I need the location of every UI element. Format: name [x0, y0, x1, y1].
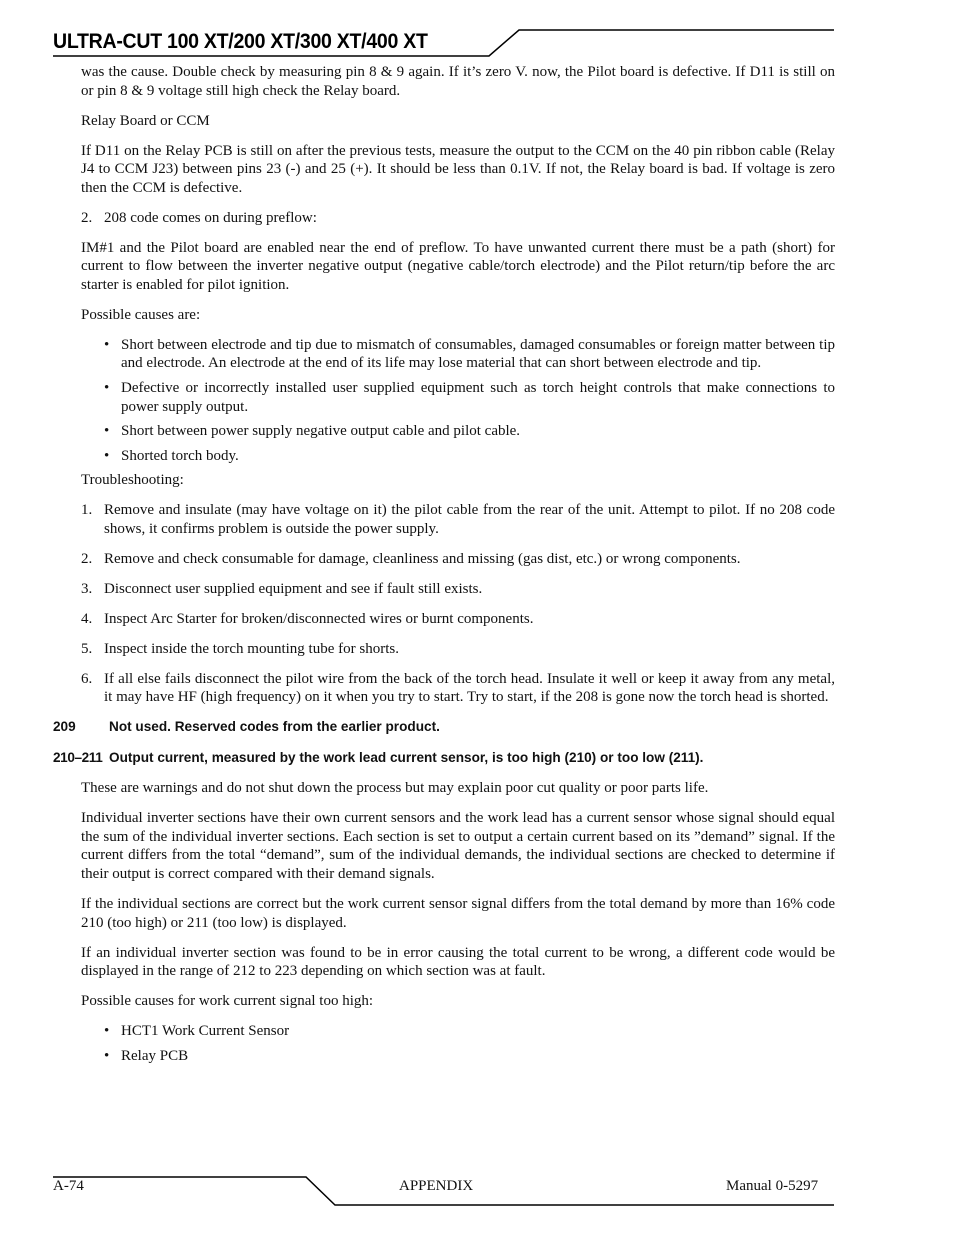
- bullet-text: Relay PCB: [121, 1047, 189, 1064]
- list-number: 5.: [81, 640, 93, 657]
- bullet-icon: •: [104, 380, 110, 397]
- body-paragraph: was the cause. Double check by measuring pin 8 & 9 again. If it’s zero V. now, the Pilot board is defective. If D11 is still on or pin 8 & 9 voltage still high check the Relay board.: [81, 64, 835, 99]
- list-item: [81, 580, 835, 599]
- list-item: [81, 550, 835, 569]
- list-number: 3.: [81, 580, 93, 597]
- causes-list: [81, 336, 835, 466]
- list-text: Disconnect user supplied equipment and see if fault still exists.: [104, 580, 483, 597]
- list-text: Remove and insulate (may have voltage on it) the pilot cable from the rear of the unit. Attempt to pilot. If no 208 code shows, it confirms problem is outside the power supply.: [104, 502, 835, 537]
- causes-label: Possible causes are:: [81, 306, 201, 323]
- bullet-item: [81, 379, 835, 416]
- list-item: [81, 209, 835, 228]
- footer-section: APPENDIX: [399, 1178, 474, 1194]
- code-208-heading-list: [81, 209, 835, 228]
- bullet-icon: •: [104, 1023, 110, 1040]
- list-item: [81, 670, 835, 707]
- list-number: 1.: [81, 502, 93, 519]
- body-paragraph: If an individual inverter section was found to be in error causing the total current to be wrong, a different code would be displayed in the range of 212 to 223 depending on which section was at fault.: [81, 944, 835, 980]
- list-number: 2.: [81, 209, 93, 226]
- bullet-text: HCT1 Work Current Sensor: [121, 1023, 290, 1040]
- code-description: Output current, measured by the work lead current sensor, is too high (210) or too low (211).: [109, 749, 704, 765]
- bullet-icon: •: [104, 447, 110, 464]
- body-paragraph: Individual inverter sections have their own current sensors and the work lead has a current sensor whose signal should equal the sum of the individual inverter sections. Each section is set to output a certain current based on its ”demand” signal. If the current differs from the total “demand”, sum of the individual demands, the individual sections are checked to determine if their output is correct compared with their demand signals.: [81, 810, 835, 883]
- code-209-heading: [53, 718, 835, 737]
- bullet-icon: •: [104, 423, 110, 440]
- document-title: ULTRA-CUT 100 XT/200 XT/300 XT/400 XT: [53, 30, 428, 53]
- list-item: [81, 501, 835, 538]
- error-code: 210–211: [53, 749, 103, 765]
- subheading: Relay Board or CCM: [81, 112, 210, 129]
- body-paragraph: If D11 on the Relay PCB is still on after the previous tests, measure the output to the CCM on the 40 pin ribbon cable (Relay J4 to CCM J23) between pins 23 (-) and 25 (+). It should be less than 0.1V. If not, the Relay board is bad. If voltage is zero then the CCM is defective.: [81, 142, 835, 196]
- bullet-icon: •: [104, 1047, 110, 1064]
- list-text: Inspect Arc Starter for broken/disconnected wires or burnt components.: [104, 610, 534, 627]
- list-text: If all else fails disconnect the pilot wire from the back of the torch head. Insulate it well or keep it away from any metal, it may have HF (high frequency) on it when you try to start. Try to start, if the 208 is gone now the torch head is shorted.: [104, 670, 835, 706]
- bullet-item: [81, 1047, 835, 1066]
- high-signal-causes-list: [81, 1022, 835, 1065]
- bullet-item: [81, 1022, 835, 1041]
- list-text: 208 code comes on during preflow:: [104, 209, 317, 226]
- list-number: 4.: [81, 610, 93, 627]
- list-text: Remove and check consumable for damage, cleanliness and missing (gas dist, etc.) or wrong components.: [104, 550, 741, 567]
- page-number: A-74: [53, 1178, 84, 1194]
- body-paragraph: If the individual sections are correct but the work current sensor signal differs from the total demand by more than 16% code 210 (too high) or 211 (too low) is displayed.: [81, 896, 835, 931]
- bullet-item: [81, 336, 835, 373]
- list-text: Inspect inside the torch mounting tube for shorts.: [104, 640, 399, 657]
- bullet-item: [81, 422, 835, 441]
- bullet-text: Short between electrode and tip due to mismatch of consumables, damaged consumables or foreign matter between tip and electrode. An electrode at the end of its life may lose material that can short between electrode and tip.: [121, 336, 835, 372]
- list-number: 2.: [81, 550, 93, 567]
- list-item: [81, 610, 835, 629]
- bullet-text: Shorted torch body.: [121, 447, 239, 464]
- troubleshooting-label: Troubleshooting:: [81, 472, 184, 489]
- bullet-text: Short between power supply negative output cable and pilot cable.: [121, 423, 521, 440]
- code-210-211-heading: [53, 749, 835, 768]
- causes-label: Possible causes for work current signal too high:: [81, 993, 374, 1010]
- manual-number: Manual 0-5297: [726, 1178, 819, 1194]
- list-number: 6.: [81, 670, 93, 687]
- bullet-text: Defective or incorrectly installed user supplied equipment such as torch height controls that make connections to power supply output.: [121, 380, 835, 415]
- error-code: 209: [53, 719, 76, 735]
- bullet-icon: •: [104, 336, 110, 353]
- page-body: [53, 63, 835, 1071]
- code-description: Not used. Reserved codes from the earlier product.: [109, 719, 440, 735]
- list-item: [81, 640, 835, 659]
- bullet-item: [81, 447, 835, 466]
- body-paragraph: These are warnings and do not shut down the process but may explain poor cut quality or poor parts life.: [81, 780, 709, 797]
- body-paragraph: IM#1 and the Pilot board are enabled near the end of preflow. To have unwanted current there must be a path (short) for current to flow between the inverter negative output (negative cable/torch electrode) and the Pilot return/tip before the arc starter is enabled for pilot ignition.: [81, 239, 835, 293]
- troubleshooting-steps: [81, 501, 835, 707]
